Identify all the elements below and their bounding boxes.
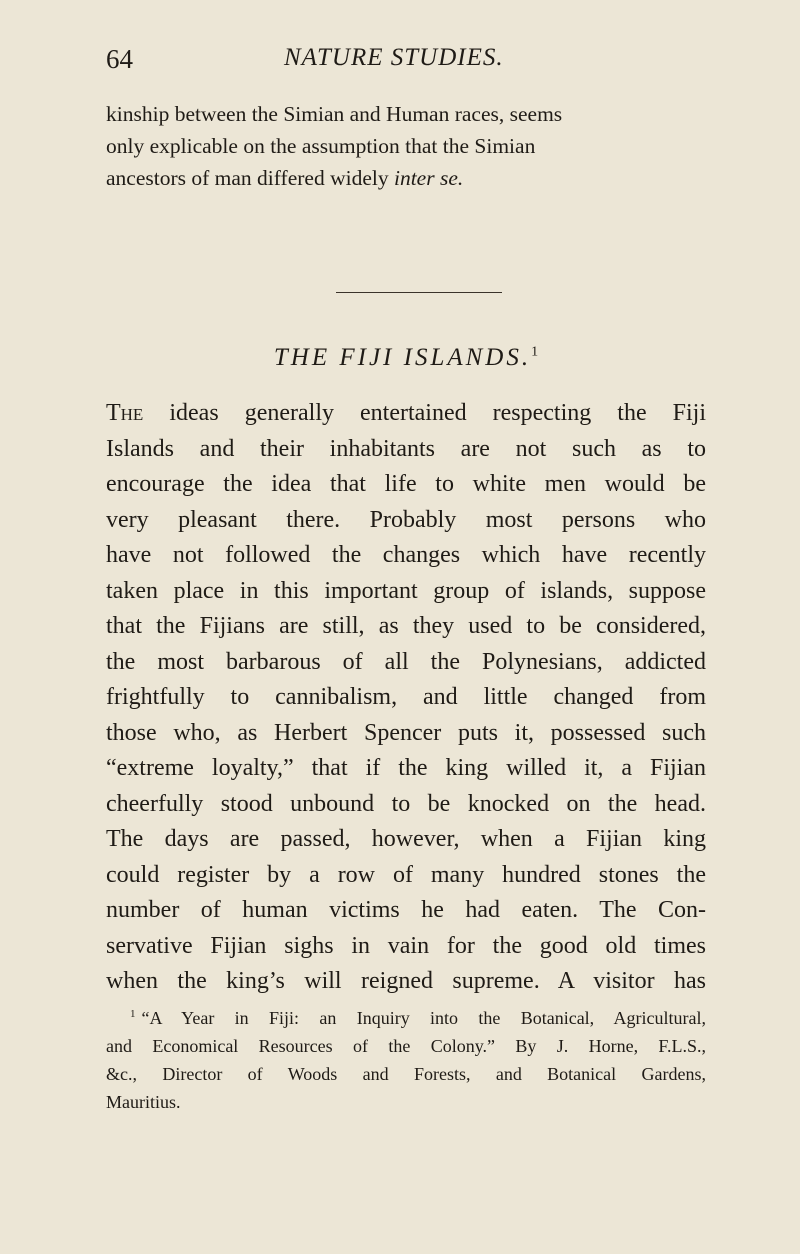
footnote-first-text: “A Year in Fiji: an Inquiry into the Botanical, Agricultural, bbox=[141, 1008, 706, 1028]
section-title bbox=[106, 344, 706, 372]
page-number: 64 bbox=[106, 44, 133, 74]
body-line: The days are passed, however, when a Fijian king bbox=[106, 826, 706, 852]
footnote bbox=[106, 1000, 706, 1116]
intro-line: ancestors of man differed widely inter se. bbox=[106, 166, 464, 190]
body-line: “extreme loyalty,” that if the king willed it, a Fijian bbox=[106, 755, 706, 781]
body-line: the most barbarous of all the Polynesians, addicted bbox=[106, 648, 706, 675]
body-line: cheerfully stood unbound to be knocked on the head. bbox=[106, 790, 706, 817]
body-line: have not followed the changes which have recently bbox=[106, 542, 706, 568]
intro-paragraph bbox=[106, 98, 706, 194]
intro-line: only explicable on the assumption that the Simian bbox=[106, 134, 536, 158]
running-title: NATURE STUDIES. bbox=[284, 44, 504, 71]
running-head bbox=[106, 44, 706, 84]
body-line: could register by a row of many hundred stones the bbox=[106, 861, 706, 888]
body-line: Islands and their inhabitants are not such as to bbox=[106, 435, 706, 462]
intro-line: kinship between the Simian and Human races, seems bbox=[106, 102, 563, 126]
footnote-marker: 1 bbox=[130, 1008, 136, 1020]
footnote-reference: 1 bbox=[531, 344, 539, 360]
footnote-line bbox=[106, 1000, 706, 1032]
body-line: those who, as Herbert Spencer puts it, possessed such bbox=[106, 719, 706, 746]
body-line: frightfully to cannibalism, and little changed from bbox=[106, 684, 706, 710]
body-line: when the king’s will reigned supreme. A visitor has bbox=[106, 968, 706, 994]
footnote-line: and Economical Resources of the Colony.” By J. Horne, F.L.S., bbox=[106, 1036, 706, 1056]
body-line: number of human victims he had eaten. The Con- bbox=[106, 897, 706, 923]
section-divider bbox=[336, 292, 502, 293]
latin-phrase: inter se. bbox=[393, 166, 464, 190]
body-line: that the Fijians are still, as they used to be considered, bbox=[106, 613, 706, 639]
body-line: very pleasant there. Probably most persons who bbox=[106, 506, 706, 533]
drop-word: The bbox=[106, 400, 144, 426]
body-line bbox=[106, 396, 706, 432]
body-line: taken place in this important group of islands, suppose bbox=[106, 577, 706, 604]
body-line: servative Fijian sighs in vain for the good old times bbox=[106, 932, 706, 959]
first-line-text: ideas generally entertained respecting the Fiji bbox=[143, 400, 706, 426]
section-title-text: THE FIJI ISLANDS. bbox=[273, 344, 532, 371]
footnote-line: &c., Director of Woods and Forests, and Botanical Gardens, bbox=[106, 1064, 706, 1084]
body-line: encourage the idea that life to white men would be bbox=[106, 471, 706, 497]
footnote-line: Mauritius. bbox=[106, 1092, 181, 1112]
body-paragraph bbox=[106, 396, 706, 1000]
